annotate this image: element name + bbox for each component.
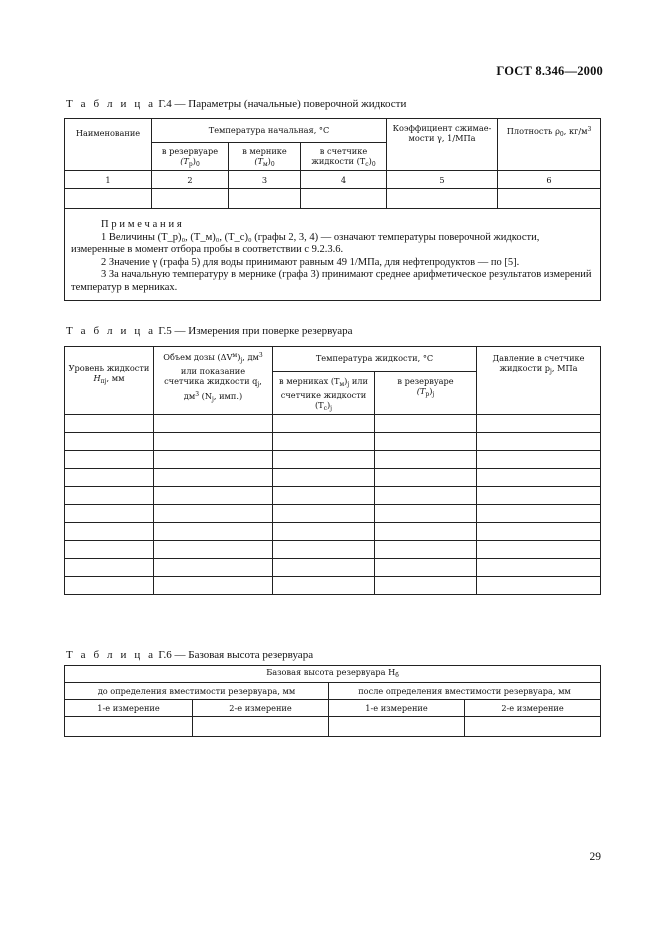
header-before-meas-2: 2-е измерение bbox=[193, 700, 329, 717]
caption-text: Г.5 — Измерения при поверке резервуара bbox=[155, 325, 353, 337]
table-row bbox=[65, 505, 601, 523]
header-before: до определения вместимости резервуара, мм bbox=[65, 683, 329, 700]
table-cell bbox=[65, 505, 154, 523]
table-cell bbox=[154, 541, 273, 559]
table-cell bbox=[65, 487, 154, 505]
subheader-mernik: в мерниках $(T_м)_j$ или счетчике жидкости $(T_с)_j$ bbox=[273, 372, 375, 415]
table-g4 bbox=[64, 118, 601, 301]
table-row bbox=[65, 541, 601, 559]
table-cell bbox=[154, 469, 273, 487]
table-cell bbox=[273, 415, 375, 433]
table-cell bbox=[154, 487, 273, 505]
col-header-level: Уровень жидкости $H_{пj}$, мм bbox=[65, 347, 154, 415]
table-cell bbox=[375, 559, 477, 577]
table-cell bbox=[273, 577, 375, 595]
table-g5-caption bbox=[66, 325, 353, 337]
header-base-height: Базовая высота резервуара $H_б$ bbox=[65, 666, 601, 683]
table-g5 bbox=[64, 346, 601, 595]
subheader-reservoir: в резервуаре $(T_р)_j$ bbox=[375, 372, 477, 415]
table-cell bbox=[477, 469, 601, 487]
table-cell bbox=[273, 505, 375, 523]
table-cell bbox=[273, 433, 375, 451]
header-after: после определения вместимости резервуара, мм bbox=[329, 683, 601, 700]
col-header-temp: Температура жидкости, °С bbox=[273, 347, 477, 372]
notes-title: Примечания bbox=[101, 219, 185, 230]
table-cell bbox=[273, 487, 375, 505]
table-cell bbox=[477, 541, 601, 559]
col-num-6: 6 bbox=[498, 171, 601, 189]
table-row bbox=[65, 717, 601, 737]
table-cell bbox=[154, 559, 273, 577]
subheader-reservoir: в резервуаре $(T_р)_0$ bbox=[152, 143, 229, 171]
note-1: 1 Величины (T_р)₀, (T_м)₀, (T_с)₀ (графы 2, 3, 4) — означают температуры поверочной жидкости, измеренные в момент отбора пробы в соответствии с 9.2.3.6. bbox=[71, 231, 540, 255]
table-row bbox=[65, 469, 601, 487]
caption-text: Г.6 — Базовая высота резервуара bbox=[155, 649, 314, 661]
table-row bbox=[65, 415, 601, 433]
table-cell bbox=[65, 559, 154, 577]
table-g5-body bbox=[65, 415, 601, 595]
table-cell bbox=[375, 469, 477, 487]
table-cell bbox=[477, 523, 601, 541]
col-num-4: 4 bbox=[301, 171, 387, 189]
table-cell bbox=[65, 523, 154, 541]
table-cell bbox=[375, 541, 477, 559]
table-row bbox=[65, 451, 601, 469]
table-cell bbox=[273, 541, 375, 559]
table-cell bbox=[65, 415, 154, 433]
caption-prefix: Т а б л и ц а bbox=[66, 325, 156, 337]
col-header-dose: Объем дозы $(\Delta V^м)_j$, $дм^3$ или показание счетчика жидкости $q_j$, $дм^3$ ($N_j$, имп.) bbox=[154, 347, 273, 415]
table-cell bbox=[477, 505, 601, 523]
col-num-1: 1 bbox=[65, 171, 152, 189]
col-num-3: 3 bbox=[229, 171, 301, 189]
table-row bbox=[65, 487, 601, 505]
table-cell bbox=[273, 559, 375, 577]
table-cell bbox=[375, 415, 477, 433]
table-cell bbox=[154, 415, 273, 433]
note-2: 2 Значение γ (графа 5) для воды принимают равным 49 1/МПа, для нефтепродуктов — по [5]. bbox=[101, 256, 520, 268]
table-row bbox=[65, 433, 601, 451]
header-after-meas-1: 1-е измерение bbox=[329, 700, 465, 717]
page-number: 29 bbox=[589, 851, 601, 863]
subheader-counter: в счетчике жидкости $(T_с)_0$ bbox=[301, 143, 387, 171]
table-row bbox=[65, 189, 601, 209]
header-after-meas-2: 2-е измерение bbox=[465, 700, 601, 717]
table-cell bbox=[375, 505, 477, 523]
table-g4-caption bbox=[66, 98, 406, 110]
table-cell bbox=[65, 469, 154, 487]
document-header: ГОСТ 8.346—2000 bbox=[496, 64, 603, 78]
col-header-coef: Коэффициент сжимае- мости γ, 1/МПа bbox=[387, 119, 498, 171]
caption-prefix: Т а б л и ц а bbox=[66, 649, 156, 661]
col-header-name: Наименование bbox=[65, 119, 152, 171]
table-cell bbox=[477, 451, 601, 469]
table-cell bbox=[154, 451, 273, 469]
table-cell bbox=[273, 451, 375, 469]
table-row bbox=[65, 577, 601, 595]
table-cell bbox=[273, 523, 375, 541]
col-num-5: 5 bbox=[387, 171, 498, 189]
table-cell bbox=[65, 577, 154, 595]
table-cell bbox=[65, 433, 154, 451]
caption-text: Г.4 — Параметры (начальные) поверочной жидкости bbox=[155, 98, 407, 110]
table-cell bbox=[477, 559, 601, 577]
table-cell bbox=[477, 433, 601, 451]
table-cell bbox=[154, 523, 273, 541]
table-cell bbox=[375, 487, 477, 505]
table-cell bbox=[154, 505, 273, 523]
table-cell bbox=[375, 577, 477, 595]
table-cell bbox=[65, 451, 154, 469]
subheader-mernik: в мернике $(T_м)_0$ bbox=[229, 143, 301, 171]
table-cell bbox=[477, 487, 601, 505]
table-g6-caption bbox=[66, 649, 313, 661]
table-cell bbox=[375, 523, 477, 541]
table-cell bbox=[375, 451, 477, 469]
table-g4-notes bbox=[65, 209, 601, 301]
table-cell bbox=[154, 577, 273, 595]
header-before-meas-1: 1-е измерение bbox=[65, 700, 193, 717]
col-header-density: Плотность $\rho_0$, $кг/м^3$ bbox=[498, 119, 601, 171]
table-cell bbox=[477, 577, 601, 595]
col-num-2: 2 bbox=[152, 171, 229, 189]
table-cell bbox=[375, 433, 477, 451]
table-cell bbox=[65, 541, 154, 559]
table-cell bbox=[273, 469, 375, 487]
col-header-pressure: Давление в счетчике жидкости $p_j$, МПа bbox=[477, 347, 601, 415]
table-cell bbox=[154, 433, 273, 451]
table-cell bbox=[477, 415, 601, 433]
table-row bbox=[65, 523, 601, 541]
table-g6 bbox=[64, 665, 601, 737]
table-row bbox=[65, 559, 601, 577]
caption-prefix: Т а б л и ц а bbox=[66, 98, 156, 110]
note-3: 3 За начальную температуру в мернике (графа 3) принимают среднее арифметическое результатов измерений температур в мерниках. bbox=[71, 269, 592, 293]
col-header-temp: Температура начальная, °С bbox=[152, 119, 387, 143]
